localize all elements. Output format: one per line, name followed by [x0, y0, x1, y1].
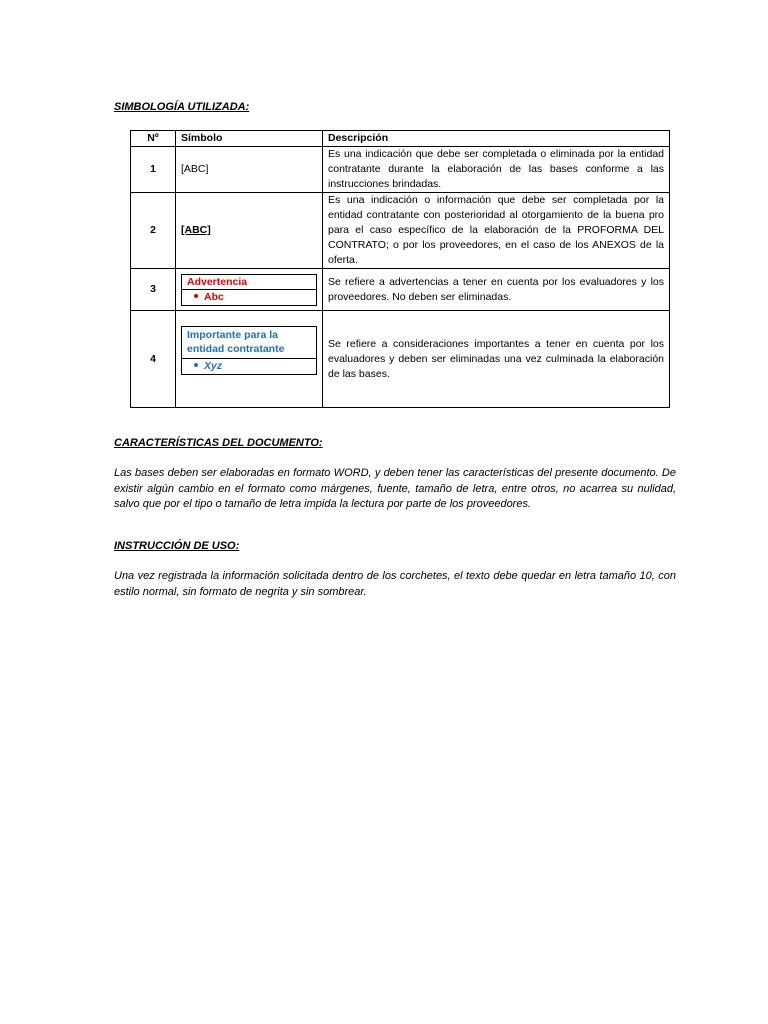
section-heading-simbologia: SIMBOLOGÍA UTILIZADA:	[114, 101, 250, 113]
row-number: 3	[131, 269, 176, 311]
row-number: 1	[131, 147, 176, 193]
paragraph-instruccion: Una vez registrada la información solicitada dentro de los corchetes, el texto debe quedar en letra tamaño 10, con estilo normal, sin formato de negrita y sin sombrear.	[114, 570, 676, 598]
row-description: Es una indicación o información que debe ser completada por la entidad contratante con posterioridad al otorgamiento de la buena pro para el caso específico de la elaboración de la PROFORMA DEL CONTRATO; o por los proveedores, en el caso de los ANEXOS de la oferta.	[323, 193, 670, 269]
header-description: Descripción	[323, 131, 670, 147]
row-symbol	[176, 193, 323, 269]
row-symbol: [ABC]	[176, 147, 323, 193]
row-number: 2	[131, 193, 176, 269]
warning-box-item	[182, 290, 316, 305]
bold-underlined-symbol: [ABC]	[181, 224, 211, 236]
paragraph-caracteristicas: Las bases deben ser elaboradas en formato WORD, y deben tener las características del presente documento. De existir algún cambio en el formato como márgenes, fuente, tamaño de letra, entre otros, no acarrea su nulidad, salvo que por el tipo o tamaño de letra impida la lectura por parte de los proveedores.	[114, 467, 676, 510]
section-heading-instruccion: INSTRUCCIÓN DE USO:	[114, 540, 240, 552]
table-row	[131, 311, 670, 408]
section-heading-caracteristicas: CARACTERÍSTICAS DEL DOCUMENTO:	[114, 437, 323, 449]
important-box-item	[182, 359, 316, 374]
table-row	[131, 269, 670, 311]
bullet-icon	[194, 363, 198, 367]
symbology-table	[130, 130, 670, 408]
table-row	[131, 147, 670, 193]
table-row	[131, 193, 670, 269]
header-symbol: Símbolo	[176, 131, 323, 147]
warning-box-title: Advertencia	[182, 275, 316, 290]
warning-box	[181, 274, 317, 306]
bullet-icon	[194, 294, 198, 298]
important-box-title: Importante para la entidad contratante	[182, 327, 316, 359]
row-symbol	[176, 269, 323, 311]
row-number: 4	[131, 311, 176, 408]
row-description: Se refiere a consideraciones importantes a tener en cuenta por los evaluadores y deben ser eliminadas una vez culminada la elaboración de las bases.	[323, 311, 670, 408]
row-description: Se refiere a advertencias a tener en cuenta por los evaluadores y los proveedores. No deben ser eliminadas.	[323, 269, 670, 311]
row-description: Es una indicación que debe ser completada o eliminada por la entidad contratante durante la elaboración de las bases conforme a las instrucciones brindadas.	[323, 147, 670, 193]
row-symbol	[176, 311, 323, 408]
important-item-text: Xyz	[204, 360, 223, 372]
important-box	[181, 326, 317, 375]
table-header-row	[131, 131, 670, 147]
warning-item-text: Abc	[204, 290, 224, 303]
header-number: Nº	[131, 131, 176, 147]
